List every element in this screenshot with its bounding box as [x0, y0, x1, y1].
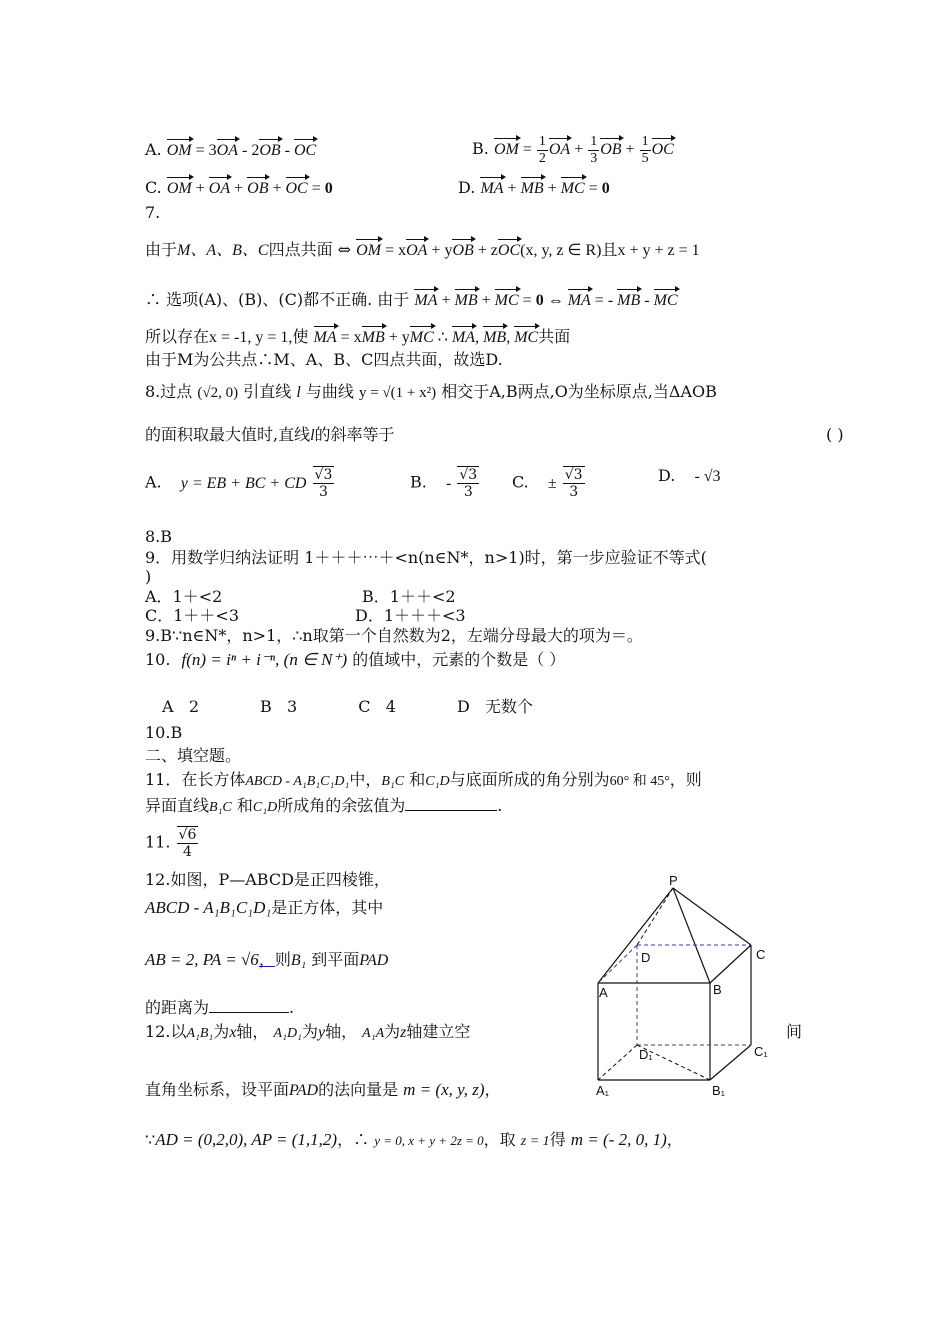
q7-line3: 所以存在x = -1, y = 1,使 MA = xMB + yMC ∴ MA, MB, MC共面 [145, 327, 571, 346]
option-label: D. [458, 178, 476, 197]
q8-option-c: C. ± $\frac{√3}{3}$ [512, 467, 583, 500]
q9-answer: 9.B∵n∈N*，n>1，∴n取第一个自然数为2，左端分母最大的项为＝。 [145, 626, 643, 645]
edge-da-hidden [598, 945, 637, 983]
q6-a-expr: OM = 3OA - 2OB - OC [166, 142, 317, 159]
q6-c-expr: OM + OA + OB + OC = 0 [166, 180, 333, 197]
q9-option-b: B．1＋＋<2 [362, 587, 456, 606]
q12-line3: AB = 2, PA = √6，则B₁ 到平面PAD [145, 950, 389, 969]
option-label: A. [145, 140, 162, 159]
label-a: A [599, 985, 608, 1000]
q8-stem-line1: 8.过点 (√2, 0) 引直线 l 与曲线 y = √(1 + x²) 相交于A,B两点,O为坐标原点,当ΔAOB [145, 382, 717, 401]
answer-blank [209, 1012, 289, 1013]
option-label: B. [472, 139, 489, 159]
q6-d-expr: MA + MB + MC = 0 [480, 180, 610, 197]
q6-option-b [472, 134, 674, 167]
q8-answer: 8.B [145, 527, 173, 546]
q6-option-c [145, 178, 333, 199]
q10-answer: 10.B [145, 723, 183, 742]
q9-option-d: D．1＋＋＋<3 [355, 606, 466, 625]
edge-b1c1 [710, 1045, 751, 1080]
q6-option-a [145, 140, 316, 161]
q6-option-d [458, 178, 610, 199]
q8-option-a: A. y = EB + BC + CD $\frac{√3}{3}$ [145, 467, 333, 500]
q11-answer: 11. $\frac{√6}{4}$ [145, 827, 197, 860]
label-p: P [669, 873, 678, 888]
q9-stem-line2: ) [145, 567, 152, 586]
pyramid-cube-figure [585, 868, 785, 1098]
q9-option-c: C．1＋＋<3 [145, 606, 240, 625]
label-c: C [756, 947, 766, 962]
q12-line1: 12.如图，P—ABCD是正四棱锥， [145, 870, 390, 889]
edge-d1a1-hidden [598, 1045, 637, 1080]
label-a1: A₁ [596, 1083, 610, 1098]
answer-blank [405, 810, 497, 811]
q12-solution-line3: ∵AD = (0,2,0), AP = (1,1,2)，∴ y = 0, x + y + 2z = 0，取 z = 1得 m = (- 2, 0, 1)， [145, 1130, 683, 1149]
q8-stem-line2: 的面积取最大值时,直线l的斜率等于 [145, 425, 395, 444]
q9-stem-line1: 9．用数学归纳法证明 1＋＋＋⋯＋<n(n∈N*，n>1)时，第一步应验证不等式( [145, 548, 707, 567]
q12-line2: ABCD - A₁B₁C₁D₁是正方体，其中 [145, 898, 384, 917]
q12-solution-line1-end: 间 [786, 1022, 803, 1041]
q10-options: A 2 B 3 C 4 D 无数个 [162, 697, 534, 716]
q11-line1: 11．在长方体ABCD - A₁B₁C₁D₁中，B₁C 和C₁D与底面所成的角分别为60° 和 45°，则 [145, 770, 702, 789]
edge-bc [710, 945, 751, 983]
label-d1: D₁ [639, 1047, 653, 1062]
q9-option-a: A．1＋<2 [145, 587, 223, 606]
q10-stem: 10. f(n) = iⁿ + i⁻ⁿ, (n ∈ N⁺) 的值域中，元素的个数是（ ） [145, 650, 566, 669]
label-d: D [641, 950, 651, 965]
option-label: C. [145, 178, 162, 197]
label-c1: C₁ [754, 1044, 768, 1059]
section-heading: 二、填空题。 [145, 746, 242, 765]
q7-line1: 由于M、A、B、C四点共面 ⇔ OM = xOA + yOB + zOC(x, y, z ∈ R)且x + y + z = 1 [145, 240, 700, 259]
q6-b-expr: OM = $\frac{1}{2}$ OA + $\frac{1}{3}$ OB + $\frac{1}{5}$ OC [493, 134, 674, 166]
label-b1: B₁ [712, 1083, 726, 1098]
q8-option-d: D. - √3 [658, 466, 721, 485]
q12-line4: 的距离为 . [145, 998, 295, 1017]
edge-pd-hidden [637, 888, 673, 945]
label-b: B [713, 982, 722, 997]
q7-number: 7. [145, 203, 161, 222]
q12-solution-line1: 12.以A₁B₁为x轴， A₁D₁为y轴， A₁A为z轴建立空 [145, 1022, 471, 1041]
edge-pa [598, 888, 673, 983]
q11-line2: 异面直线B₁C 和C₁D所成角的余弦值为 . [145, 796, 503, 815]
q8-option-b: B. - $\frac{√3}{3}$ [410, 467, 478, 500]
q8-answer-paren: ( ) [826, 425, 844, 444]
q7-line4: 由于M为公共点∴M、A、B、C四点共面，故选D. [145, 350, 503, 369]
q7-line2: ∴ 选项(A)、(B)、(C)都不正确. 由于 MA + MB + MC = 0 ⇔ MA = - MB - MC [145, 290, 678, 309]
q12-solution-line2: 直角坐标系，设平面PAD的法向量是 m = (x, y, z)， [145, 1080, 501, 1099]
